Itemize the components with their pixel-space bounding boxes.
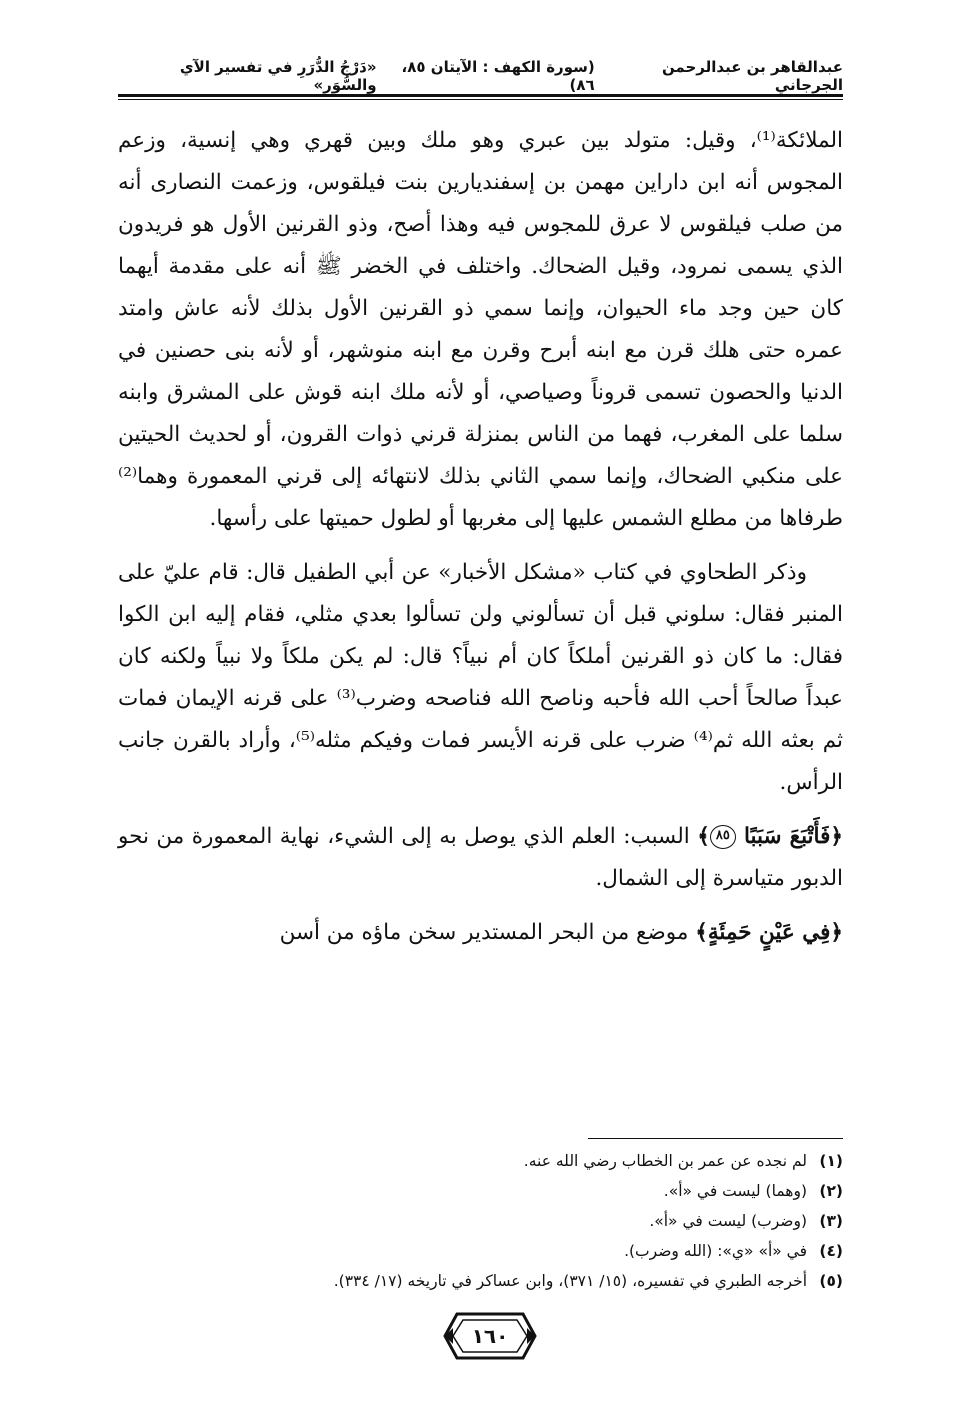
quran-verse: ﴿فِي عَيْنٍ حَمِئَةٍ﴾	[695, 920, 843, 945]
footnotes	[118, 1146, 843, 1296]
footnote	[118, 1206, 843, 1236]
paragraph-1: الملائكة⁽¹⁾، وقيل: متولد بين عبري وهو ملك وبين قهري وهي إنسية، وزعم المجوس أنه ابن داراين مهمن بن إسفنديارين بنت فيلقوس، وزعمت النصارى أنه من صلب فيلقوس لا عرق للمجوس فيه وهذا أصح، وذو القرنين الأول هو فريدون الذي يسمى نمرود، وقيل الضحاك. واختلف في الخضر ﷺ أنه على مقدمة أيهما كان حين وجد ماء الحيوان، وإنما سمي ذو القرنين الأول بذلك لأنه عاش وامتد عمره حتى هلك قرن مع ابنه أبرح وقرن مع ابنه منوشهر، أو لأنه بنى حصنين في الدنيا والحصون تسمى قروناً وصياصي، أو لأنه ملك ابنه قوش على المشرق وابنه سلما على المغرب، فهما من الناس بمنزلة قرني ذوات القرون، أو لحديث الحيتين على منكبي الضحاك، وإنما سمي الثاني بذلك لانتهائه إلى قرني المعمورة وهما⁽²⁾ طرفاها من مطلع الشمس عليها إلى مغربها أو لطول حميتها على رأسها.	[118, 128, 843, 531]
footnote-text: في «أ» «ي»: (الله وضرب).	[624, 1242, 807, 1260]
footnote-number: (٢)	[819, 1182, 843, 1200]
header-author: عبدالقاهر بن عبدالرحمن الجرجاني	[661, 58, 843, 94]
footnote	[118, 1236, 843, 1266]
tafsir-text: موضع من البحر المستدير سخن ماؤه من أسن	[279, 920, 689, 945]
quran-verse-text: ﴿فَأَتْبَعَ سَبَبًا	[743, 824, 843, 849]
header-surah: (سورة الكهف : الآيتان ٨٥، ٨٦)	[401, 58, 595, 94]
page-number: ١٦٠	[471, 1324, 509, 1348]
footnote-number: (١)	[819, 1152, 843, 1170]
paragraph-3	[118, 816, 843, 900]
main-text	[118, 120, 843, 966]
header-divider	[118, 94, 843, 100]
page-number-ornament	[443, 1310, 537, 1362]
aya-number-marker: ٨٥	[710, 825, 736, 849]
footnote-text: أخرجه الطبري في تفسيره، (١٥/ ٣٧١)، وابن عساكر في تاريخه (١٧/ ٣٣٤).	[333, 1272, 807, 1290]
footnote-text: (وهما) ليست في «أ».	[663, 1182, 807, 1200]
footnote-text: لم نجده عن عمر بن الخطاب رضي الله عنه.	[523, 1152, 807, 1170]
footnote	[118, 1266, 843, 1296]
quran-verse-close: ﴾	[697, 824, 710, 849]
footnote-divider	[588, 1138, 843, 1139]
tafsir-text: السبب: العلم الذي يوصل به إلى الشيء، نهاية المعمورة من نحو الدبور متياسرة إلى الشمال.	[118, 824, 843, 891]
quran-verse	[697, 824, 843, 849]
footnote-number: (٥)	[819, 1272, 843, 1290]
footnote-number: (٤)	[819, 1242, 843, 1260]
book-page	[118, 48, 843, 1378]
paragraph-2: وذكر الطحاوي في كتاب «مشكل الأخبار» عن أبي الطفيل قال: قام عليّ على المنبر فقال: سلوني قبل أن تسألوني ولن تسألوا بعدي مثلي، فقام إليه ابن الكوا فقال: ما كان ذو القرنين أملكاً كان أم نبياً؟ قال: لم يكن ملكاً ولا نبياً ولكنه كان عبداً صالحاً أحب الله فأحبه وناصح الله فناصحه وضرب⁽³⁾ على قرنه الإيمان فمات ثم بعثه الله ثم⁽⁴⁾ ضرب على قرنه الأيسر فمات وفيكم مثله⁽⁵⁾، وأراد بالقرن جانب الرأس.	[118, 560, 844, 795]
header-book-title: «دَرْجُ الدُّرَرِ في تفسير الآي والسُّوَر»	[179, 58, 377, 94]
footnote	[118, 1176, 843, 1206]
paragraph-4	[118, 912, 843, 954]
footnote-text: (وضرب) ليست في «أ».	[649, 1212, 807, 1230]
footnote-number: (٣)	[819, 1212, 843, 1230]
footnote	[118, 1146, 843, 1176]
running-header	[118, 58, 843, 94]
